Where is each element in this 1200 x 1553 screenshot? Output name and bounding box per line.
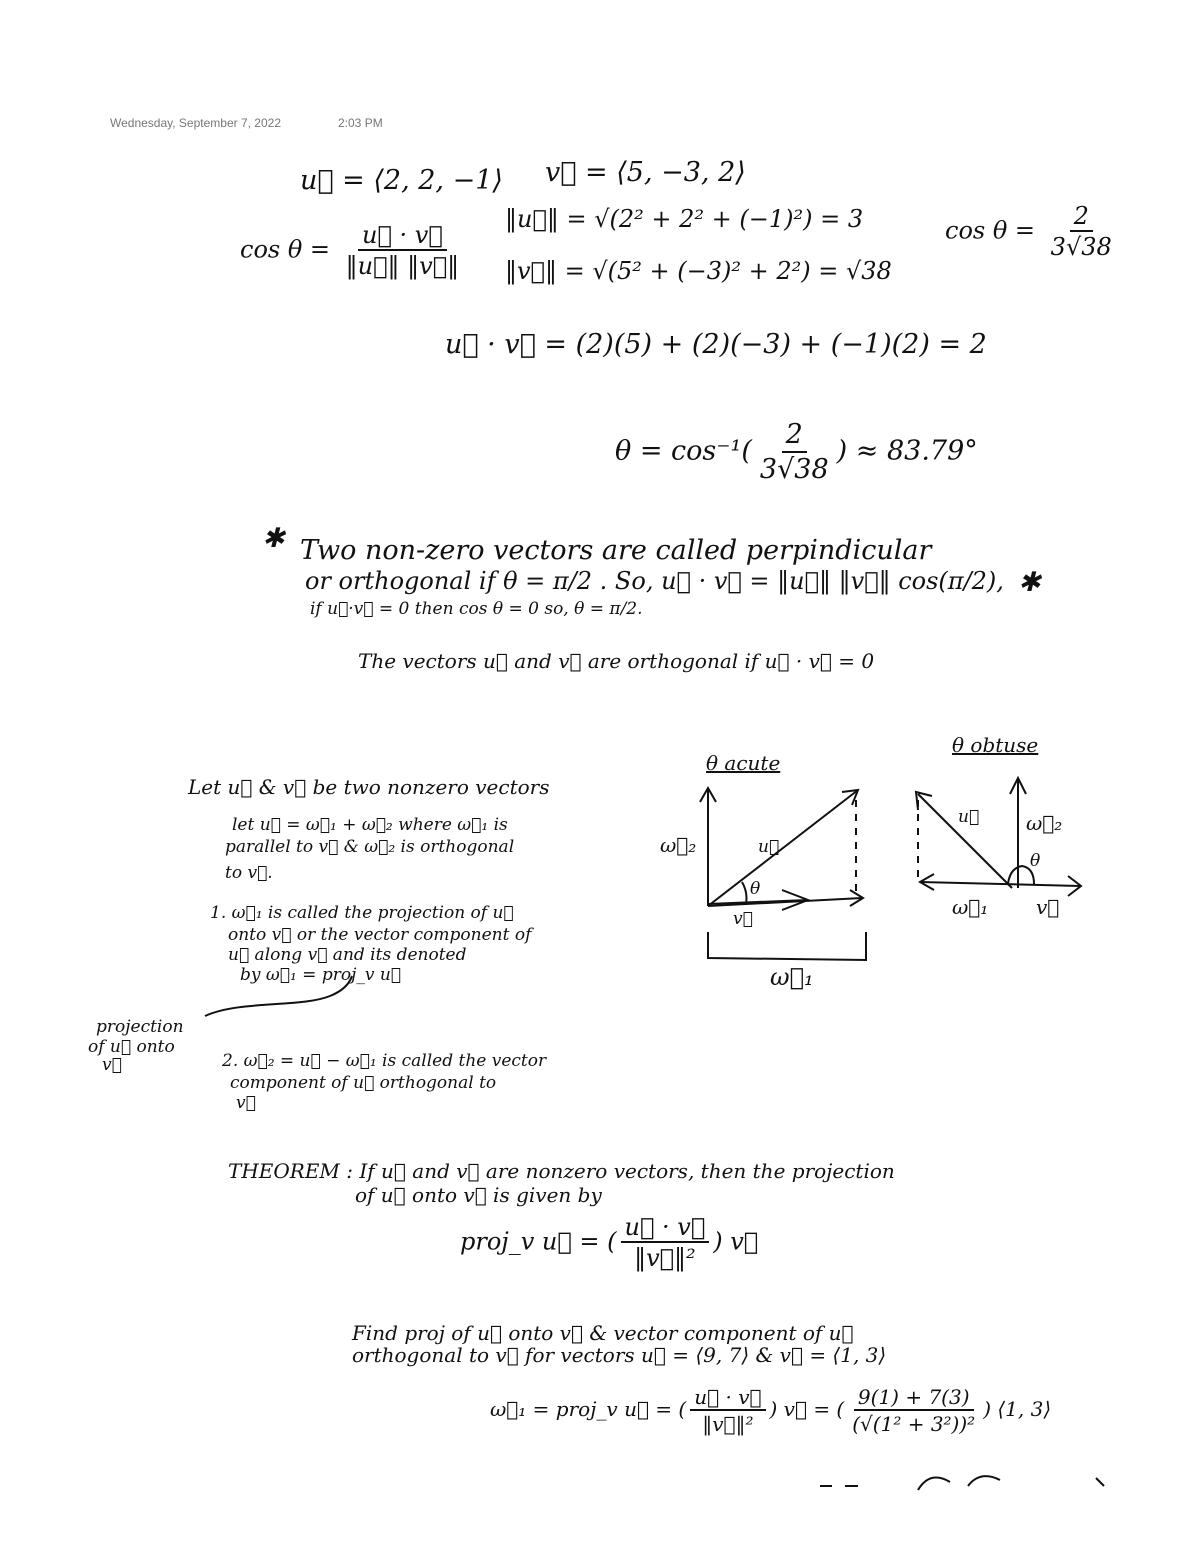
acute-v-label: v⃗ (733, 909, 753, 929)
theorem-statement-line-2: of u⃗ onto v⃗ is given by (355, 1183, 602, 1207)
decomposition-line-3: to v⃗. (225, 863, 273, 883)
theorem-statement: THEOREM : If u⃗ and v⃗ are nonzero vectors, then the projection (228, 1159, 895, 1183)
obtuse-w1-label: ω⃗₁ (952, 895, 989, 919)
angle-rhs: ) ≈ 83.79° (836, 435, 978, 467)
cosine-denominator: ‖u⃗‖ ‖v⃗‖ (345, 252, 460, 281)
item-2-line-2: component of u⃗ orthogonal to (230, 1073, 497, 1093)
acute-u-label: u⃗ (758, 837, 780, 857)
obtuse-u-label: u⃗ (958, 807, 980, 827)
orthogonal-rule: The vectors u⃗ and v⃗ are orthogonal if u⃗ · v⃗ = 0 (358, 649, 875, 673)
definition-line-1: Two non-zero vectors are called perpindicular (300, 535, 932, 566)
answer-lhs: ω⃗₁ = proj_v u⃗ = ( (490, 1397, 687, 1421)
decomposition-line-2: parallel to v⃗ & ω⃗₂ is orthogonal (225, 837, 515, 857)
item-2-line-3: v⃗ (236, 1093, 256, 1113)
answer-mid: ) v⃗ = ( (769, 1397, 845, 1421)
item-1-line-4: by ω⃗₁ = proj_v u⃗ (240, 965, 401, 985)
v-definition: v⃗ = ⟨5, −3, 2⟩ (545, 157, 746, 188)
definition-line-2: or orthogonal if θ = π/2 . So, u⃗ · v⃗ = ‖u⃗‖ ‖v⃗‖ cos(π/2), (305, 567, 1004, 595)
answer-numerator-2: 9(1) + 7(3) (854, 1386, 974, 1411)
angle-denominator: 3√38 (759, 453, 829, 485)
item-1-line-2: onto v⃗ or the vector component of (228, 925, 532, 945)
acute-diagram-title: θ acute (706, 751, 781, 775)
obtuse-v-label: v⃗ (1036, 895, 1060, 919)
acute-w2-label: ω⃗₂ (660, 833, 697, 857)
decomposition-line-1: let u⃗ = ω⃗₁ + ω⃗₂ where ω⃗₁ is (232, 815, 508, 835)
note-date: Wednesday, September 7, 2022 (110, 116, 281, 130)
projection-formula-numerator: u⃗ · v⃗ (621, 1214, 710, 1243)
answer-rhs: ) ⟨1, 3⟩ (983, 1397, 1052, 1421)
projection-formula-lhs: proj_v u⃗ = ( (460, 1227, 617, 1256)
cosine-result-lhs: cos θ = (945, 216, 1036, 245)
margin-note-line-2: of u⃗ onto (88, 1037, 175, 1057)
exercise-question-line-2: orthogonal to v⃗ for vectors u⃗ = ⟨9, 7⟩ & v⃗ = ⟨1, 3⟩ (352, 1343, 887, 1367)
answer-denominator-1: ‖v⃗‖² (702, 1412, 754, 1436)
obtuse-w2-label: ω⃗₂ (1026, 811, 1063, 835)
answer-numerator-1: u⃗ · v⃗ (690, 1386, 765, 1411)
note-time: 2:03 PM (338, 116, 383, 130)
item-1-line-3: u⃗ along v⃗ and its denoted (228, 945, 467, 965)
exercise-question-line-1: Find proj of u⃗ onto v⃗ & vector component of u⃗ (352, 1321, 854, 1345)
cosine-result-numerator: 2 (1070, 203, 1093, 232)
definition-line-3: if u⃗·v⃗ = 0 then cos θ = 0 so, θ = π/2. (310, 599, 643, 619)
cosine-lhs: cos θ = (240, 235, 331, 264)
norm-u: ‖u⃗‖ = √(2² + 2² + (−1)²) = 3 (505, 205, 864, 233)
projection-formula-rhs: ) v⃗ (713, 1227, 759, 1256)
obtuse-theta-label: θ (1030, 851, 1041, 871)
projection-formula-denominator: ‖v⃗‖² (634, 1244, 696, 1273)
angle-numerator: 2 (782, 420, 807, 453)
margin-note-line-1: projection (96, 1017, 184, 1037)
margin-note-line-3: v⃗ (102, 1055, 122, 1075)
answer-denominator-2: (√(1² + 3²))² (852, 1412, 976, 1436)
item-2-line-1: 2. ω⃗₂ = u⃗ − ω⃗₁ is called the vector (222, 1051, 547, 1071)
acute-theta-label: θ (750, 879, 761, 899)
item-1-line-1: 1. ω⃗₁ is called the projection of u⃗ (210, 903, 514, 923)
angle-lhs: θ = cos⁻¹( (615, 435, 752, 467)
cutoff-stroke-2 (918, 1476, 1000, 1490)
star-right: ✱ (1018, 567, 1041, 598)
obtuse-diagram-title: θ obtuse (952, 733, 1039, 757)
cutoff-stroke-3 (1096, 1478, 1104, 1486)
dot-product: u⃗ · v⃗ = (2)(5) + (2)(−3) + (−1)(2) = 2 (445, 329, 987, 360)
u-definition: u⃗ = ⟨2, 2, −1⟩ (300, 165, 503, 196)
star-left: ✱ (262, 523, 285, 554)
norm-v: ‖v⃗‖ = √(5² + (−3)² + 2²) = √38 (505, 257, 892, 285)
acute-w1-label: ω⃗₁ (770, 963, 814, 991)
let-vectors: Let u⃗ & v⃗ be two nonzero vectors (188, 775, 550, 799)
cosine-result-denominator: 3√38 (1050, 233, 1112, 262)
cosine-numerator: u⃗ · v⃗ (358, 222, 447, 251)
